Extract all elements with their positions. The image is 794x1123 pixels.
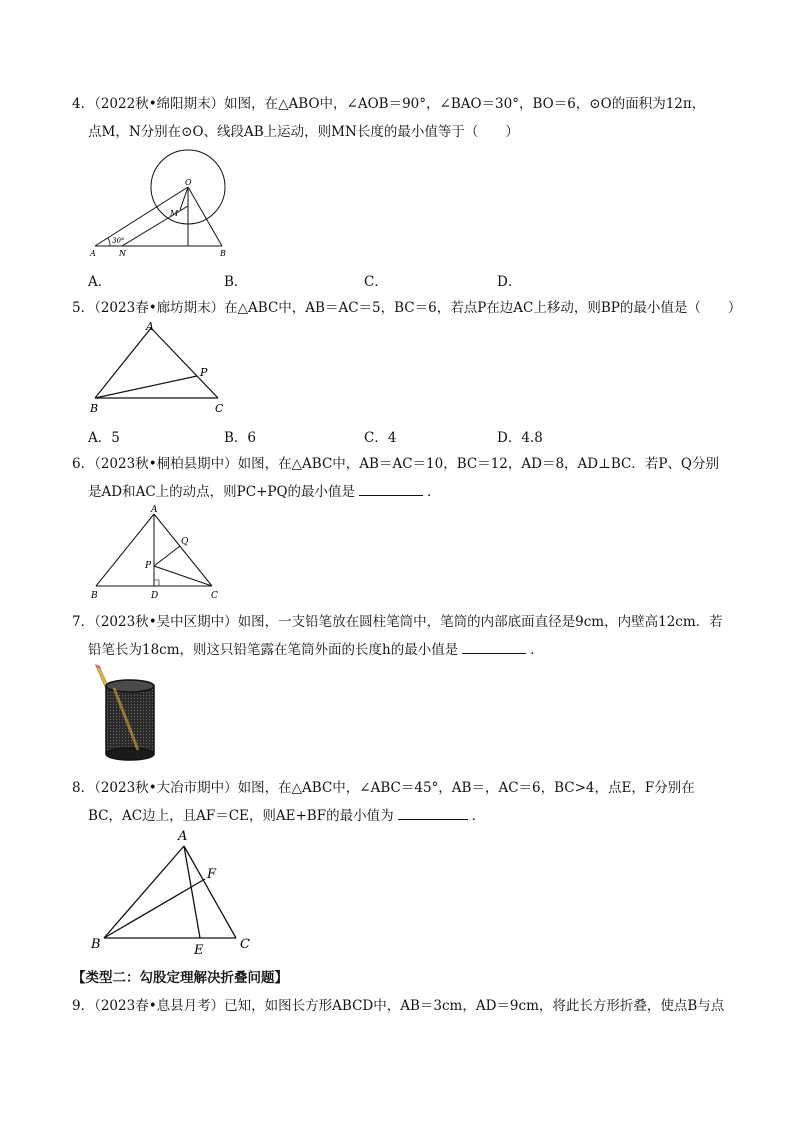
- q5-option-a[interactable]: A．5: [88, 430, 120, 446]
- q6-label-A: A: [151, 505, 158, 515]
- q7-text-line2: [88, 638, 544, 658]
- q5-figure: [88, 318, 238, 418]
- q8-label-A: A: [178, 829, 188, 844]
- q4-text-line1: 4．（2022秋•绵阳期末）如图，在△ABO中，∠AOB＝90°，∠BAO＝30°，BO＝6，⊙O的面积为12π，: [72, 96, 706, 112]
- q8-text-line1: 8．（2023秋•大冶市期中）如图，在△ABC中，∠ABC＝45°，AB＝，AC＝6，BC>4，点E，F分别在: [72, 780, 695, 796]
- q8-label-E: E: [194, 943, 204, 958]
- q6-label-B: B: [91, 591, 98, 601]
- q4-option-a[interactable]: A．: [88, 274, 112, 290]
- q8-text-line2-post: ．: [471, 808, 486, 824]
- q8-text-line2-pre: BC，AC边上，且AF＝CE，则AE+BF的最小值为: [88, 808, 394, 824]
- q7-pencil-cup-image: [88, 664, 160, 766]
- q5-label-B: B: [90, 402, 99, 415]
- q5-option-c[interactable]: C．4: [364, 430, 397, 446]
- q8-answer-blank[interactable]: [398, 805, 468, 820]
- q8-label-F: F: [207, 867, 217, 882]
- q4-label-angle: 30°: [112, 237, 125, 245]
- q7-text-line1: 7．（2023秋•吴中区期中）如图，一支铅笔放在圆柱笔筒中，笔筒的内部底面直径是9cm，内壁高12cm．若: [72, 614, 723, 630]
- q6-label-C: C: [211, 591, 218, 601]
- q6-text-line2-post: ．: [427, 484, 441, 500]
- q4-text-line2: 点M，N分别在⊙O、线段AB上运动，则MN长度的最小值等于（ ）: [88, 124, 519, 140]
- q6-text-line1: 6．（2023秋•桐柏县期中）如图，在△ABC中，AB＝AC＝10，BC＝12，AD＝8，AD⊥BC．若P、Q分别: [72, 456, 719, 472]
- q4-label-A: A: [90, 249, 96, 258]
- q4-label-O: O: [185, 178, 192, 187]
- q6-label-Q: Q: [181, 537, 189, 547]
- q5-label-C: C: [215, 402, 224, 415]
- q7-answer-blank[interactable]: [462, 639, 526, 654]
- q4-label-M: M: [170, 209, 179, 218]
- q8-text-line2: [88, 804, 485, 824]
- q7-text-line2-pre: 铅笔长为18cm，则这只铅笔露在笔筒外面的长度h的最小值是: [88, 642, 459, 658]
- section-title: 【类型二：勾股定理解决折叠问题】: [72, 970, 288, 986]
- q5-label-A: A: [146, 320, 154, 333]
- q4-figure: [88, 150, 248, 260]
- q8-label-C: C: [240, 937, 250, 952]
- q5-option-d[interactable]: D．4.8: [497, 430, 543, 446]
- q8-label-B: B: [91, 937, 101, 952]
- q5-text-line1: 5．（2023春•廊坊期末）在△ABC中，AB＝AC＝5，BC＝6，若点P在边AC上移动，则BP的最小值是（ ）: [72, 300, 742, 316]
- q6-answer-blank[interactable]: [359, 481, 423, 496]
- q4-label-B: B: [220, 249, 226, 258]
- q5-label-P: P: [200, 366, 208, 379]
- q9-text-line1: 9．（2023春•息县月考）已知，如图长方形ABCD中，AB＝3cm，AD＝9cm，将此长方形折叠，使点B与点: [72, 998, 725, 1014]
- q8-figure: [88, 826, 268, 956]
- q7-text-line2-post: ．: [530, 642, 544, 658]
- q6-figure: [88, 502, 228, 602]
- q4-option-b[interactable]: B．: [224, 274, 248, 290]
- q4-option-c[interactable]: C．: [364, 274, 388, 290]
- q4-label-N: N: [119, 249, 126, 258]
- q6-text-line2: [88, 480, 441, 500]
- q6-text-line2-pre: 是AD和AC上的动点，则PC+PQ的最小值是: [88, 484, 356, 500]
- q4-option-d[interactable]: D．: [497, 274, 522, 290]
- q5-option-b[interactable]: B．6: [224, 430, 257, 446]
- q6-label-D: D: [151, 591, 159, 601]
- q6-label-P: P: [145, 561, 152, 571]
